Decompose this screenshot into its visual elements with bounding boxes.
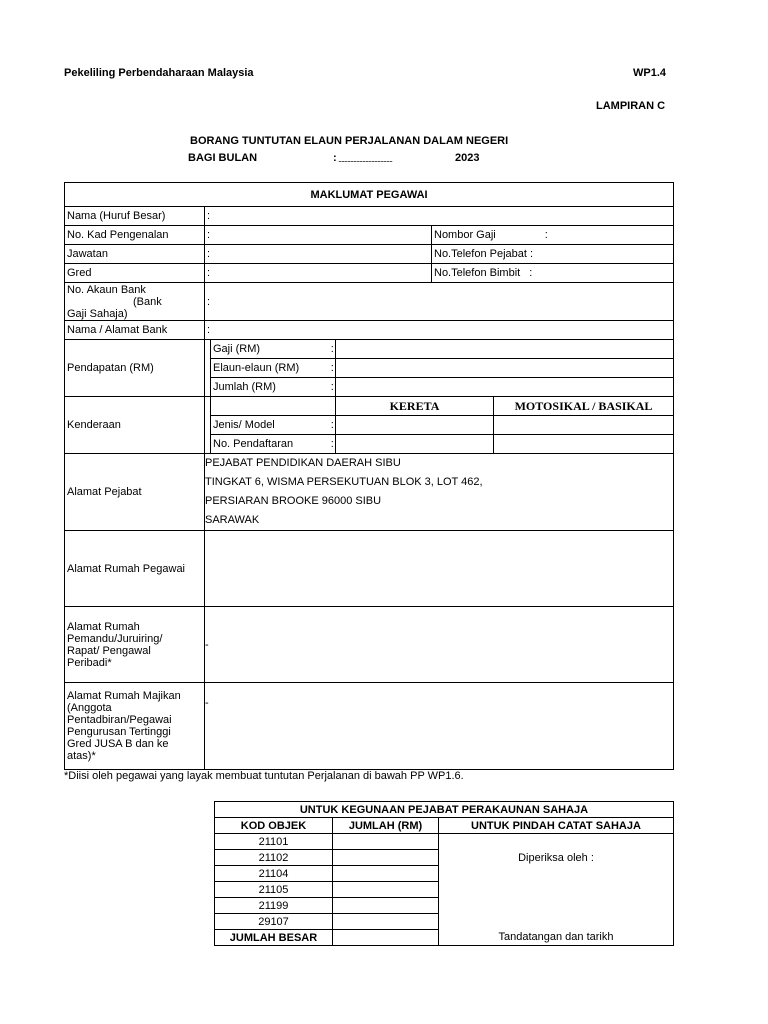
col-jumlah: JUMLAH (RM) — [333, 818, 439, 834]
section-title: MAKLUMAT PEGAWAI — [65, 183, 674, 207]
field-jenis-kereta[interactable] — [336, 416, 494, 435]
field-elaun[interactable] — [336, 359, 674, 378]
code-row: 21199 — [215, 898, 333, 914]
signature-date: Tandatangan dan tarikh — [498, 931, 614, 943]
label-gaji: Gaji (RM) — [211, 340, 330, 359]
office-use-table — [214, 801, 674, 946]
label-elaun: Elaun-elaun (RM) — [211, 359, 330, 378]
field-jumlah[interactable] — [336, 378, 674, 397]
label-pendaftaran: No. Pendaftaran — [211, 435, 330, 454]
field-nombor-gaji[interactable]: Nombor Gaji : — [432, 226, 674, 245]
label-gred: Gred — [65, 264, 205, 283]
code-row: 21101 — [215, 834, 333, 850]
col-kod-objek: KOD OBJEK — [215, 818, 333, 834]
code-row: 21105 — [215, 882, 333, 898]
field-alamat-rumah[interactable] — [205, 531, 674, 607]
office-title: UNTUK KEGUNAAN PEJABAT PERAKAUNAN SAHAJA — [215, 802, 674, 818]
month-blank[interactable]: .................................... — [338, 154, 393, 164]
circular-title: Pekeliling Perbendaharaan Malaysia — [64, 67, 254, 79]
label-nama: Nama (Huruf Besar) — [65, 207, 205, 226]
amount-cell[interactable] — [333, 898, 439, 914]
label-alamat-majikan: Alamat Rumah Majikan (Anggota Pentadbiran/Pegawai Pengurusan Tertinggi Gred JUSA B dan ke atas)* — [65, 683, 205, 770]
field-akaun[interactable]: : — [205, 283, 674, 321]
label-jenis: Jenis/ Model — [211, 416, 330, 435]
label-alamat-pejabat: Alamat Pejabat — [65, 454, 205, 531]
field-jawatan[interactable]: : — [205, 245, 432, 264]
field-nama[interactable]: : — [205, 207, 674, 226]
label-alamat-pemandu: Alamat Rumah Pemandu/Juruiring/ Rapat/ Pengawal Peribadi* — [65, 607, 205, 683]
total-amount[interactable] — [333, 930, 439, 946]
total-label: JUMLAH BESAR — [215, 930, 333, 946]
col-pindah-catat: UNTUK PINDAH CATAT SAHAJA — [439, 818, 674, 834]
appendix-label: LAMPIRAN C — [596, 100, 666, 112]
year: 2023 — [455, 152, 480, 164]
label-alamat-bank: Nama / Alamat Bank — [65, 321, 205, 340]
amount-cell[interactable] — [333, 882, 439, 898]
code-row: 21104 — [215, 866, 333, 882]
label-alamat-rumah: Alamat Rumah Pegawai — [65, 531, 205, 607]
field-tel-pejabat[interactable]: No.Telefon Pejabat : — [432, 245, 674, 264]
amount-cell[interactable] — [333, 866, 439, 882]
field-gaji[interactable] — [336, 340, 674, 359]
officer-info-table: MAKLUMAT PEGAWAI Nama (Huruf Besar) : No. Kad Pengenalan : Nombor Gaji : Jawatan : No.Telefon Pejabat : Gred : No.Telefon Bimbit : No. Akaun Bank (Bank Gaji Sahaja) : Nama / Alamat Bank : Pendapatan (RM) Gaji (RM) : Elaun-elaun (RM) : Jumlah (RM) : Kenderaan KERETA MOTOSIKAL / BASIKAL Jenis/ Model : No. Pendaftaran : Alamat Pejabat PEJABAT PENDIDIKAN DAERAH SIBU TINGKAT 6, WISMA PERSEKUTUAN BLOK 3, LOT 462, PERSIARAN BROOKE 96000 SIBU SARAWAK Alamat Rumah Pegawai Alamat Rumah Pemandu/Juruiring/ Rapat/ Pengawal Peribadi* - Alamat Rumah Majikan (Anggota Pentadbiran/Pegawai Pengurusan Tertinggi Gred JUSA B dan ke atas)* - — [64, 182, 674, 770]
field-alamat-pemandu[interactable]: - — [205, 607, 674, 683]
header-kereta: KERETA — [336, 397, 494, 416]
amount-cell[interactable] — [333, 850, 439, 866]
label-kenderaan: Kenderaan — [65, 397, 205, 454]
footnote: *Diisi oleh pegawai yang layak membuat tuntutan Perjalanan di bawah PP WP1.6. — [64, 770, 464, 782]
document-code: WP1.4 — [633, 67, 667, 79]
month-label: BAGI BULAN — [188, 152, 258, 164]
field-alamat-majikan[interactable]: - — [205, 683, 674, 770]
field-alamat-bank[interactable]: : — [205, 321, 674, 340]
label-jawatan: Jawatan — [65, 245, 205, 264]
field-gred[interactable]: : — [205, 264, 432, 283]
label-jumlah: Jumlah (RM) — [211, 378, 330, 397]
field-jenis-motosikal[interactable] — [494, 416, 674, 435]
field-pendaftaran-kereta[interactable] — [336, 435, 494, 454]
label-kad: No. Kad Pengenalan — [65, 226, 205, 245]
checked-by: Diperiksa oleh : — [518, 852, 594, 864]
label-akaun: No. Akaun Bank (Bank Gaji Sahaja) — [65, 283, 205, 321]
amount-cell[interactable] — [333, 834, 439, 850]
month-colon: : — [333, 152, 337, 164]
code-row: 21102 — [215, 850, 333, 866]
office-address: PEJABAT PENDIDIKAN DAERAH SIBU TINGKAT 6, WISMA PERSEKUTUAN BLOK 3, LOT 462, PERSIARAN BROOKE 96000 SIBU SARAWAK — [205, 454, 674, 531]
field-pendaftaran-motosikal[interactable] — [494, 435, 674, 454]
label-pendapatan: Pendapatan (RM) — [65, 340, 205, 397]
field-kad[interactable]: : — [205, 226, 432, 245]
code-row: 29107 — [215, 914, 333, 930]
amount-cell[interactable] — [333, 914, 439, 930]
verification-box — [439, 834, 674, 946]
form-title: BORANG TUNTUTAN ELAUN PERJALANAN DALAM NEGERI — [190, 135, 509, 147]
field-tel-bimbit[interactable]: No.Telefon Bimbit : — [432, 264, 674, 283]
header-motosikal: MOTOSIKAL / BASIKAL — [494, 397, 674, 416]
